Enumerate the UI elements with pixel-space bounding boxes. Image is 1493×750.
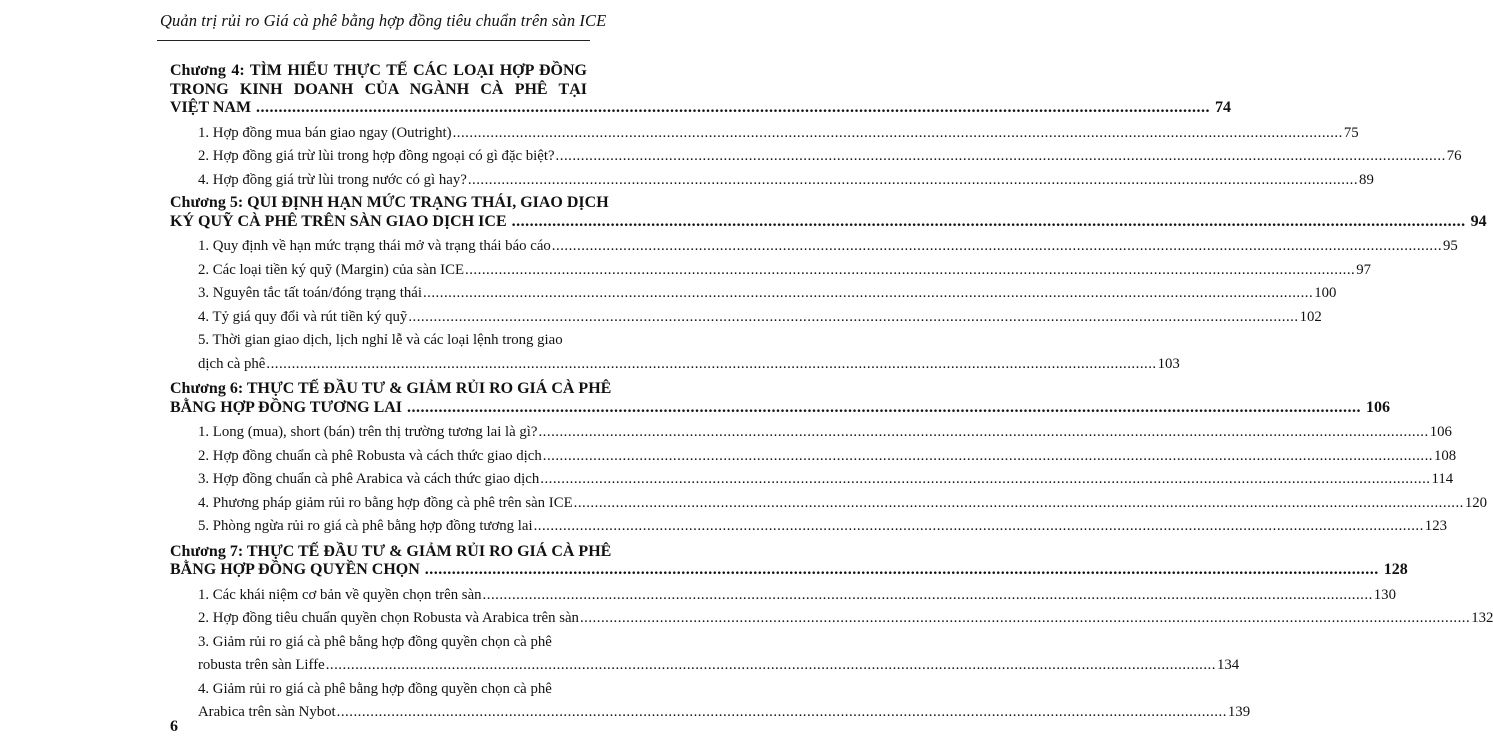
dot-leader xyxy=(556,148,1446,164)
page-ref: 102 xyxy=(1299,308,1322,325)
chapter-title-line: Chương 5: QUI ĐỊNH HẠN MỨC TRẠNG THÁI, GIAO DỊCH xyxy=(170,194,609,211)
page-ref: 134 xyxy=(1216,657,1240,673)
dot-leader xyxy=(468,172,1358,188)
page-ref: 103 xyxy=(1157,355,1180,372)
page-ref: 95 xyxy=(1443,238,1458,254)
toc-item xyxy=(170,122,1359,146)
item-title: 2. Hợp đồng giá trừ lùi trong hợp đồng ngoại có gì đặc biệt? xyxy=(198,148,555,164)
item-title: 4. Giảm rủi ro giá cà phê bằng hợp đồng quyền chọn cà phê xyxy=(198,680,552,697)
toc-chapter-7 xyxy=(170,542,1408,580)
toc-item xyxy=(170,145,1462,169)
item-title: 4. Phương pháp giảm rủi ro bằng hợp đồng cà phê trên sàn ICE xyxy=(198,494,573,511)
toc-entry xyxy=(198,607,1493,631)
dot-leader xyxy=(326,657,1216,673)
toc-item xyxy=(170,631,1240,678)
dot-leader xyxy=(337,704,1227,720)
dot-leader xyxy=(580,610,1470,626)
dot-leader xyxy=(423,285,1313,301)
toc-item xyxy=(170,607,1493,631)
item-title: 2. Hợp đồng tiêu chuẩn quyền chọn Robusta và Arabica trên sàn xyxy=(198,610,579,626)
toc-entry xyxy=(198,122,1359,146)
toc-entry xyxy=(198,468,1454,492)
page-ref: 100 xyxy=(1314,285,1337,301)
item-title: 4. Tỷ giá quy đổi và rút tiền ký quỹ xyxy=(198,308,408,325)
page-ref: 114 xyxy=(1431,471,1454,487)
toc-entry xyxy=(198,169,1374,193)
toc-item xyxy=(170,584,1396,608)
toc-entry xyxy=(198,445,1457,469)
toc-entry xyxy=(198,259,1372,283)
toc-item xyxy=(170,282,1337,306)
header-rule xyxy=(157,40,590,41)
toc-item xyxy=(170,678,1251,725)
dot-leader xyxy=(543,448,1433,464)
toc-entry xyxy=(198,492,1488,516)
item-title: dịch cà phê xyxy=(198,355,266,372)
dot-leader xyxy=(574,495,1464,511)
toc-entry xyxy=(198,584,1396,608)
chapter-title-line: BẰNG HỢP ĐỒNG TƯƠNG LAI xyxy=(170,398,403,416)
page-ref: 97 xyxy=(1356,261,1372,278)
running-head: Quản trị rủi ro Giá cà phê bằng hợp đồng tiêu chuẩn trên sàn ICE xyxy=(160,11,607,30)
item-title: 1. Các khái niệm cơ bản về quyền chọn trên sàn xyxy=(198,586,482,603)
chapter-title-last-line xyxy=(170,99,1232,118)
item-title: Arabica trên sàn Nybot xyxy=(198,704,336,720)
chapter-title-last-line xyxy=(170,212,1487,232)
page-ref: 106 xyxy=(1366,398,1391,416)
toc-entry xyxy=(198,654,1240,678)
item-title: 2. Các loại tiền ký quỹ (Margin) của sàn ICE xyxy=(198,261,465,278)
toc-entry xyxy=(198,145,1462,169)
chapter-title-last-line xyxy=(170,561,1408,580)
chapter-title-line: KÝ QUỸ CÀ PHÊ TRÊN SÀN GIAO DỊCH ICE xyxy=(170,212,507,230)
dot-leader xyxy=(465,262,1355,278)
toc-chapter-5 xyxy=(170,194,1487,231)
page-ref: 76 xyxy=(1446,148,1462,164)
dot-leader xyxy=(256,99,1210,116)
dot-leader xyxy=(540,471,1430,487)
page-ref: 89 xyxy=(1359,171,1374,188)
toc-item xyxy=(170,468,1454,492)
item-title: 3. Nguyên tắc tất toán/đóng trạng thái xyxy=(198,285,422,301)
toc-item xyxy=(170,329,1180,376)
page-ref: 120 xyxy=(1464,494,1488,511)
page-ref: 130 xyxy=(1373,586,1396,603)
toc-entry xyxy=(198,306,1322,330)
toc-item xyxy=(170,235,1458,259)
toc-entry xyxy=(198,235,1458,259)
dot-leader xyxy=(425,561,1379,578)
toc-entry xyxy=(198,515,1447,539)
dot-leader xyxy=(534,518,1424,534)
page-ref: 94 xyxy=(1470,212,1487,230)
page-ref: 128 xyxy=(1383,561,1408,578)
item-title: 5. Phòng ngừa rủi ro giá cà phê bằng hợp đồng tương lai xyxy=(198,518,533,534)
item-title: 3. Giảm rủi ro giá cà phê bằng hợp đồng quyền chọn cà phê xyxy=(198,633,552,650)
dot-leader xyxy=(538,424,1428,440)
page-ref: 108 xyxy=(1433,447,1457,464)
toc-chapter-4 xyxy=(170,62,1232,118)
toc-chapter-6 xyxy=(170,380,1391,417)
dot-leader xyxy=(408,309,1298,325)
dot-leader xyxy=(407,399,1361,416)
toc-item xyxy=(170,169,1374,193)
toc-item xyxy=(170,515,1447,539)
dot-leader xyxy=(552,238,1442,254)
toc-item xyxy=(170,259,1372,283)
toc-entry xyxy=(198,701,1251,725)
toc-item xyxy=(170,421,1452,445)
chapter-title-line: Chương 4: TÌM HIỂU THỰC TẾ CÁC LOẠI HỢP ĐỒNG xyxy=(170,62,587,79)
item-title: 1. Quy định về hạn mức trạng thái mở và trạng thái báo cáo xyxy=(198,238,551,254)
toc-item xyxy=(170,306,1322,330)
item-title: 4. Hợp đồng giá trừ lùi trong nước có gì hay? xyxy=(198,171,467,188)
dot-leader xyxy=(453,125,1343,141)
page-ref: 132 xyxy=(1471,610,1493,626)
chapter-title-line: Chương 6: THỰC TẾ ĐẦU TƯ & GIẢM RỦI RO GIÁ CÀ PHÊ xyxy=(170,380,612,397)
chapter-title-line: TRONG KINH DOANH CỦA NGÀNH CÀ PHÊ TẠI xyxy=(170,80,587,98)
page-number: 6 xyxy=(170,718,178,735)
item-title: 3. Hợp đồng chuẩn cà phê Arabica và cách thức giao dịch xyxy=(198,471,540,487)
table-of-contents xyxy=(170,60,1493,725)
item-title: robusta trên sàn Liffe xyxy=(198,657,325,673)
chapter-title-last-line xyxy=(170,398,1391,418)
page-ref: 74 xyxy=(1215,99,1232,116)
item-title: 1. Hợp đồng mua bán giao ngay (Outright) xyxy=(198,124,452,141)
item-title: 5. Thời gian giao dịch, lịch nghỉ lễ và các loại lệnh trong giao xyxy=(198,332,563,348)
item-title: 1. Long (mua), short (bán) trên thị trường tương lai là gì? xyxy=(198,424,538,440)
chapter-title-line: BẰNG HỢP ĐỒNG QUYỀN CHỌN xyxy=(170,561,420,578)
chapter-title-line: VIỆT NAM xyxy=(170,99,252,116)
item-title: 2. Hợp đồng chuẩn cà phê Robusta và cách thức giao dịch xyxy=(198,447,542,464)
dot-leader xyxy=(512,213,1466,230)
dot-leader xyxy=(266,356,1156,372)
page-ref: 75 xyxy=(1343,124,1359,141)
dot-leader xyxy=(483,587,1373,603)
page-ref: 139 xyxy=(1227,704,1251,720)
toc-entry xyxy=(198,282,1337,306)
page-ref: 123 xyxy=(1424,518,1447,534)
toc-item xyxy=(170,492,1488,516)
page-ref: 106 xyxy=(1429,424,1452,440)
chapter-title-line: Chương 7: THỰC TẾ ĐẦU TƯ & GIẢM RỦI RO GIÁ CÀ PHÊ xyxy=(170,542,612,560)
toc-entry xyxy=(198,421,1452,445)
toc-entry xyxy=(198,353,1180,377)
toc-item xyxy=(170,445,1457,469)
